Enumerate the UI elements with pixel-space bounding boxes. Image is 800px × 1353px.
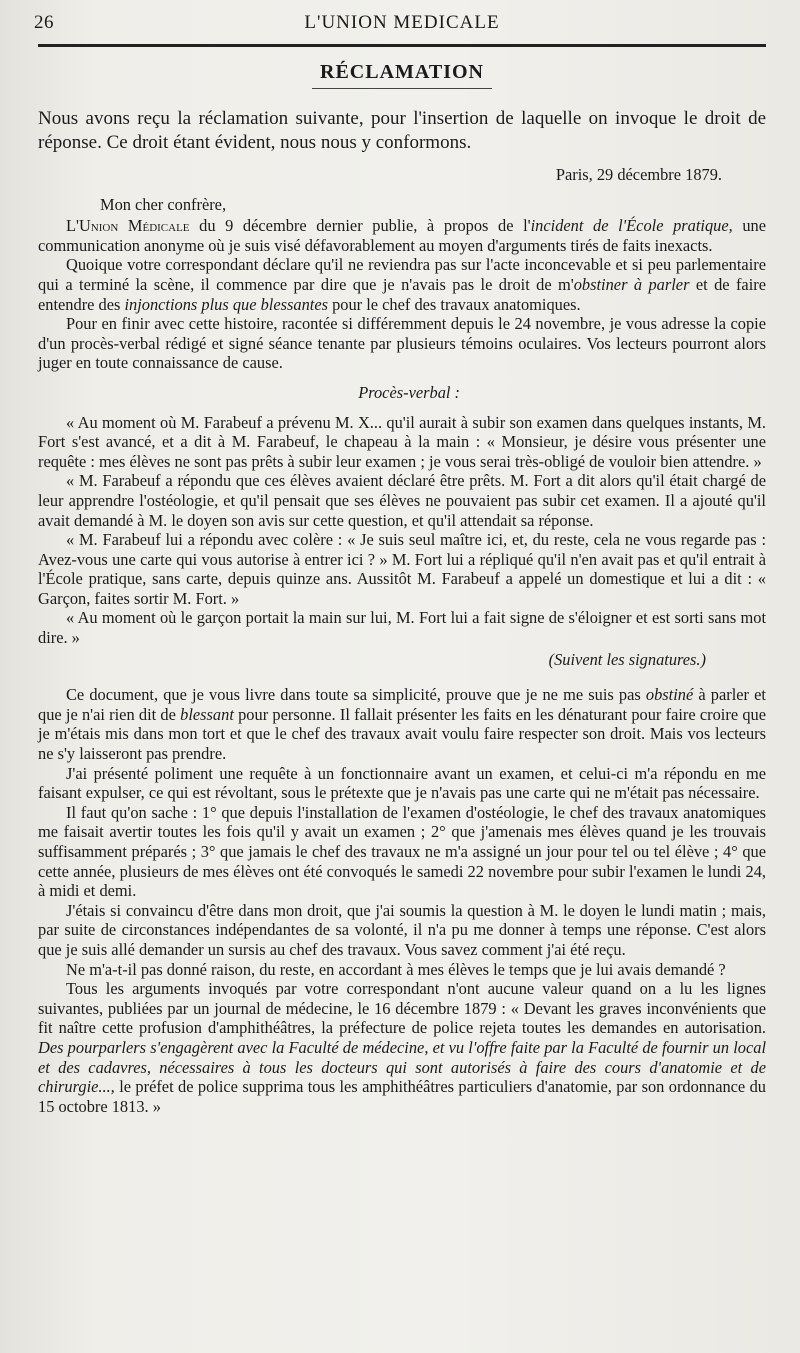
section-title: RÉCLAMATION [320,61,484,83]
letter-paragraph-3: Pour en finir avec cette histoire, racontée si différemment depuis le 24 novembre, je vous adresse la copie d'un procès-verbal rédigé et signé séance tenante par plusieurs témoins oculaires. Vos lecteurs pourront alors juger en toute connaissance de cause. [38,314,766,373]
signatures-note: (Suivent les signatures.) [548,649,706,669]
letter-2-italic-b: injonctions plus que blessantes [124,294,328,314]
proces-verbal-paragraph-3: « M. Farabeuf lui a répondu avec colère : « Je suis seul maître ici, et, du reste, cela ne vous regarde pas : Avez-vous une carte qui vous autorise à entrer ici ? » M. Fort lui a répliqué qu'il n'en avait pas et qu'il entrait à l'École pratique, sans carte, depuis quinze ans. Aussitôt M. Farabeuf a appelé un domestique et lui a dit : « Garçon, faites sortir M. Fort. » [38,530,766,608]
body-1-text-a: Ce document, que je vous livre dans toute sa simplicité, prouve que je ne me suis pas [66,685,646,705]
body-paragraph-5: Ne m'a-t-il pas donné raison, du reste, en accordant à mes élèves le temps que je lui avais demandé ? [66,959,726,979]
body-paragraph-2: J'ai présenté poliment une requête à un fonctionnaire avant un examen, et celui-ci m'a répondu en me faisant expulser, ce qui est révoltant, sous le prétexte que je n'avais pas une carte qui ne m'était pas nécessaire. [38,763,766,803]
running-title: L'UNION MEDICALE [304,12,500,33]
page-number: 26 [34,12,54,33]
proces-verbal-paragraph-1: « Au moment où M. Farabeuf a prévenu M. X... qu'il aurait à subir son examen dans quelques instants, M. Fort s'est avancé, et a dit à M. Farabeuf, le chapeau à la main : « Monsieur, je désire vous présenter une requête : mes élèves ne sont pas prêts à subir leur examen ; je vous serai très-obligé de vouloir bien attendre. » [38,412,766,471]
body-paragraph-3: Il faut qu'on sache : 1° que depuis l'installation de l'examen d'ostéologie, le chef des travaux anatomiques me faisait avertir toutes les fois qu'il y avait un examen ; 2° que j'amenais mes élèves quand je les trouvais suffisamment préparés ; 3° que jamais le chef des travaux ne m'a assigné un jour pour tel ou tel élève ; 4° que cette année, plusieurs de mes élèves ont été convoqués le samedi 22 novembre pour subir l'examen le lundi 24, à midi et demi. [38,802,766,901]
body-paragraph-4: J'étais si convaincu d'être dans mon droit, que j'ai soumis la question à M. le doyen le lundi matin ; mais, par suite de circonstances indépendantes de sa volonté, il n'a pu me donner à temps une réponse. C'est alors que je suis allé demander un sursis au chef des travaux. Vous savez comment j'ai été reçu. [38,900,766,959]
body-6-text-b: le préfet de police supprima tous les amphithéâtres particuliers d'anatomie, par son ordonnance du 15 octobre 1813. » [38,1077,766,1116]
body-6-italic-a: Des pourparlers s'engagèrent avec la Faculté de médecine, et vu l'offre faite par la Faculté de fournir un local et des cadavres, nécessaires à tous les docteurs qui sont autorisés à faire des cours d'anatomie et de chirurgie..., [38,1037,766,1097]
running-head [34,6,766,36]
body-6-text-a: Tous les arguments invoqués par votre correspondant n'ont aucune valeur quand on a lu les lignes suivantes, publiées par un journal de médecine, le 16 décembre 1879 : « Devant les graves inconvénients que fit naître cette profusion d'amphithéâtres, la préfecture de police rejeta toutes les demandes en autorisation. [38,979,766,1038]
letter-2-text-b: et de faire entendre des [38,274,766,314]
body-paragraph-1 [38,685,766,763]
proces-verbal-title: Procès-verbal : [358,382,460,402]
letter-salutation: Mon cher confrère, [100,194,227,214]
body-1-text-b: à parler et que je n'ai rien dit de [38,685,766,724]
letter-date: Paris, 29 décembre 1879. [555,165,722,184]
journal-name: L'Union Médicale [66,216,190,236]
letter-paragraph-1 [38,216,766,255]
intro-paragraph: Nous avons reçu la réclamation suivante, pour l'insertion de laquelle on invoque le droit de réponse. Ce droit étant évident, nous nous y conformons. [38,108,766,153]
body-paragraph-6 [38,979,766,1116]
title-rule [312,88,492,89]
header-rule [38,44,766,47]
body-1-text-c: pour personne. Il fallait présenter les faits en les dénaturant pour faire croire que je m'étais mis dans mon tort et que le chef des travaux avait voulu faire respecter son droit. Mais vos lecteurs ne s'y laisseront pas prendre. [38,704,766,764]
body-1-italic-a: obstiné [645,685,694,705]
letter-paragraph-2 [38,255,766,314]
letter-1-italic-a: incident de l'École pratique, [530,216,733,236]
proces-verbal-paragraph-4: « Au moment où le garçon portait la main sur lui, M. Fort lui a fait signe de s'éloigner et est sorti sans mot dire. » [38,608,766,648]
proces-verbal-paragraph-2: « M. Farabeuf a répondu que ces élèves avaient déclaré être prêts. M. Fort a dit alors qu'il était chargé de leur apprendre l'ostéologie, et qu'il pensait que ses élèves ne pouvaient pas subir cet examen. Il a ajouté qu'il avait demandé à M. le doyen son avis sur cette question, et qu'il attendait sa réponse. [38,471,766,530]
letter-2-text-a: Quoique votre correspondant déclare qu'il ne reviendra pas sur l'acte inconcevable et si peu parlementaire qui a terminé la scène, il commence par dire que je n'avais pas le droit de m' [38,255,766,294]
letter-2-italic-a: obstiner à parler [573,274,690,294]
letter-2-text-c: pour le chef des travaux anatomiques. [327,294,581,314]
letter-1-text-a: du 9 décembre dernier publie, à propos de l' [189,216,531,236]
letter-1-text-b: une communication anonyme où je suis visé défavorablement au moyen d'arguments tirés de faits inexacts. [38,216,767,255]
body-1-italic-b: blessant [180,704,234,724]
